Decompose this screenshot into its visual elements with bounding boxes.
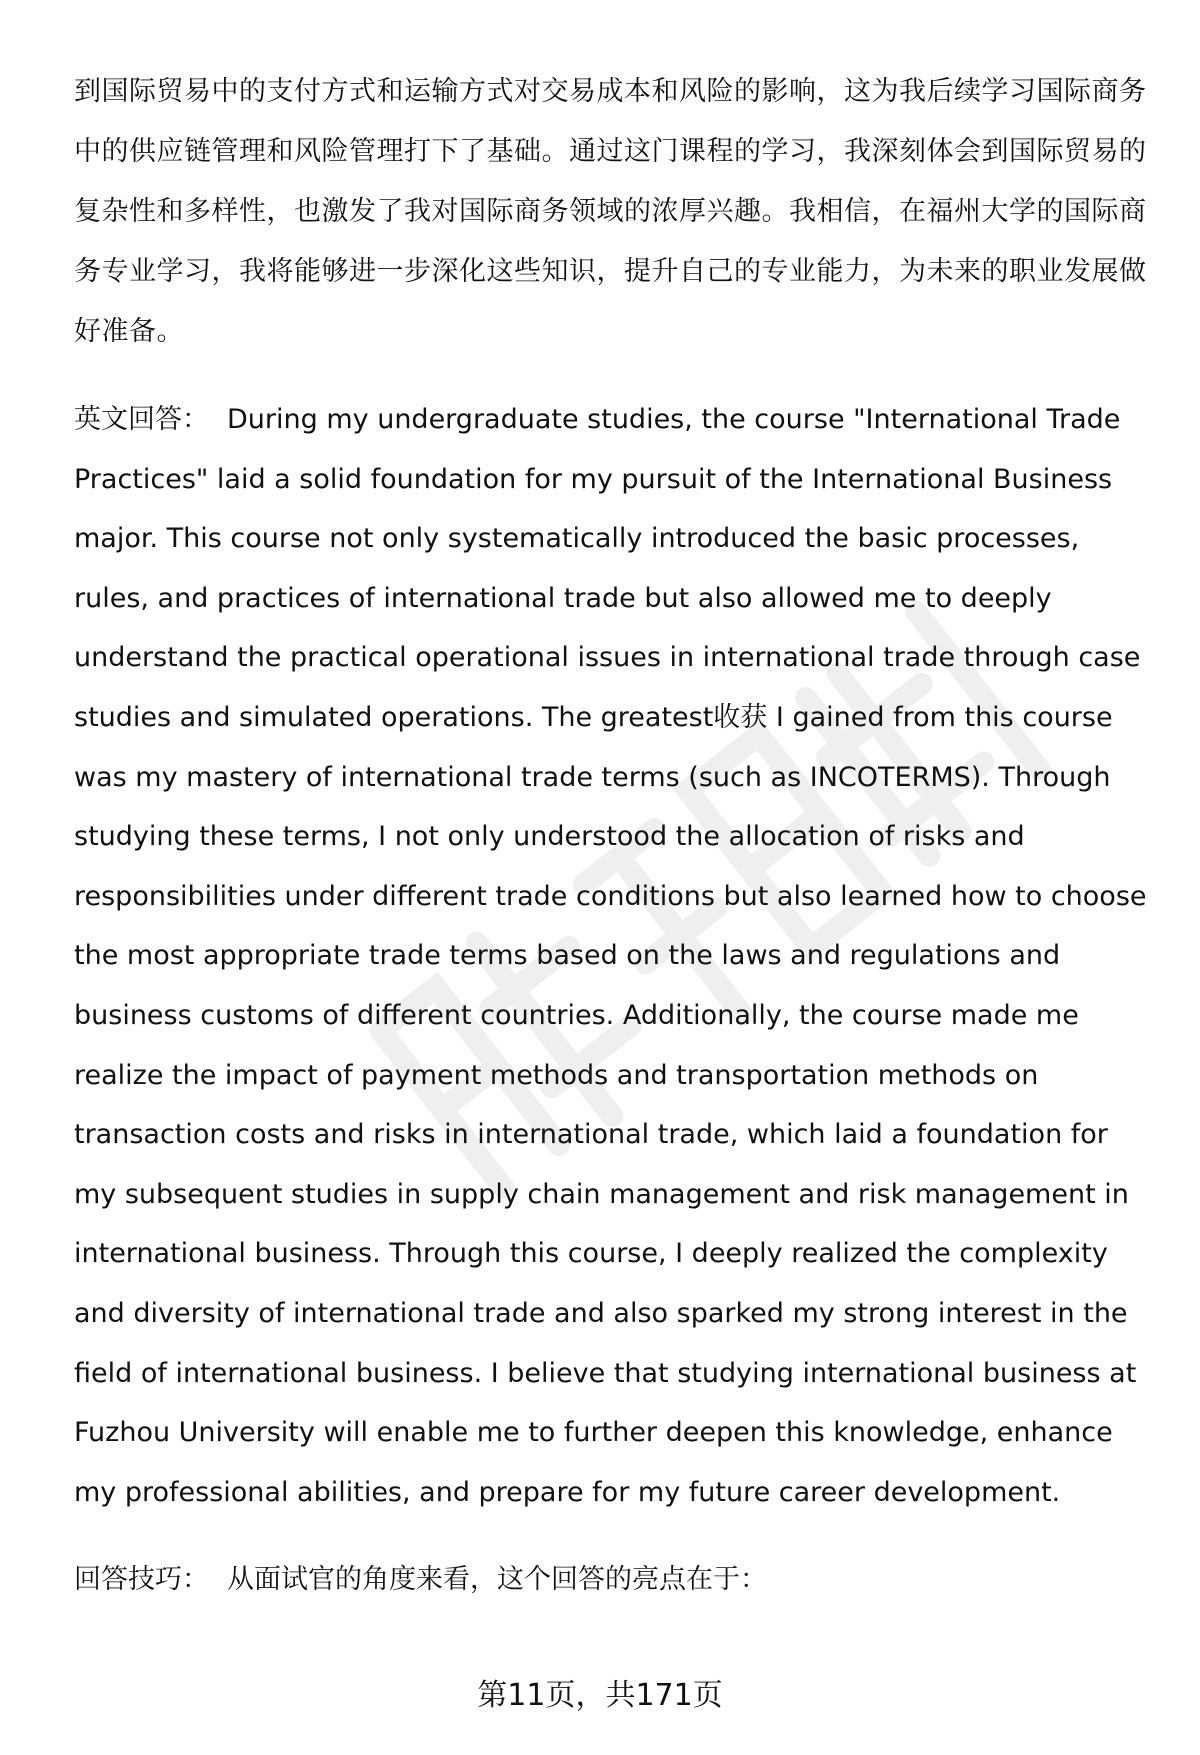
answer-tips-label: 回答技巧：: [74, 1564, 209, 1596]
chinese-paragraph: 到国际贸易中的支付方式和运输方式对交易成本和风险的影响，这为我后续学习国际商务中的供应链管理和风险管理打下了基础。通过这门课程的学习，我深刻体会到国际贸易的复杂性和多样性，也激发了我对国际商务领域的浓厚兴趣。我相信，在福州大学的国际商务专业学习，我将能够进一步深化这些知识，提升自己的专业能力，为未来的职业发展做好准备。: [74, 76, 1147, 347]
english-answer-label: 英文回答：: [74, 404, 209, 435]
answer-tips-text: 从面试官的角度来看，这个回答的亮点在于：: [227, 1564, 767, 1596]
page-number-footer: 第11页，共171页: [477, 1678, 723, 1713]
document-body: [74, 62, 1154, 1610]
answer-tips-paragraph: [74, 1550, 1154, 1610]
english-answer-text: During my undergraduate studies, the course "International Trade Practices" laid a solid foundation for my pursuit of the International Business major. This course not only systematically introduced the basic processes, rules, and practices of international trade but also allowed me to deeply understand the practical operational issues in international trade through case studies and simulated operations. The greatest收获 I gained from this course was my mastery of international trade terms (such as INCOTERMS). Through studying these terms, I not only understood the allocation of risks and responsibilities under different trade conditions but also learned how to choose the most appropriate trade terms based on the laws and regulations and business customs of different countries. Additionally, the course made me realize the impact of payment methods and transportation methods on transaction costs and risks in international trade, which laid a foundation for my subsequent studies in supply chain management and risk management in international business. Through this course, I deeply realized the complexity and diversity of international trade and also sparked my strong interest in the field of international business. I believe that studying international business at Fuzhou University will enable me to further deepen this knowledge, enhance my professional abilities, and prepare for my future career development.: [74, 404, 1147, 1508]
english-answer-paragraph: [74, 390, 1154, 1522]
